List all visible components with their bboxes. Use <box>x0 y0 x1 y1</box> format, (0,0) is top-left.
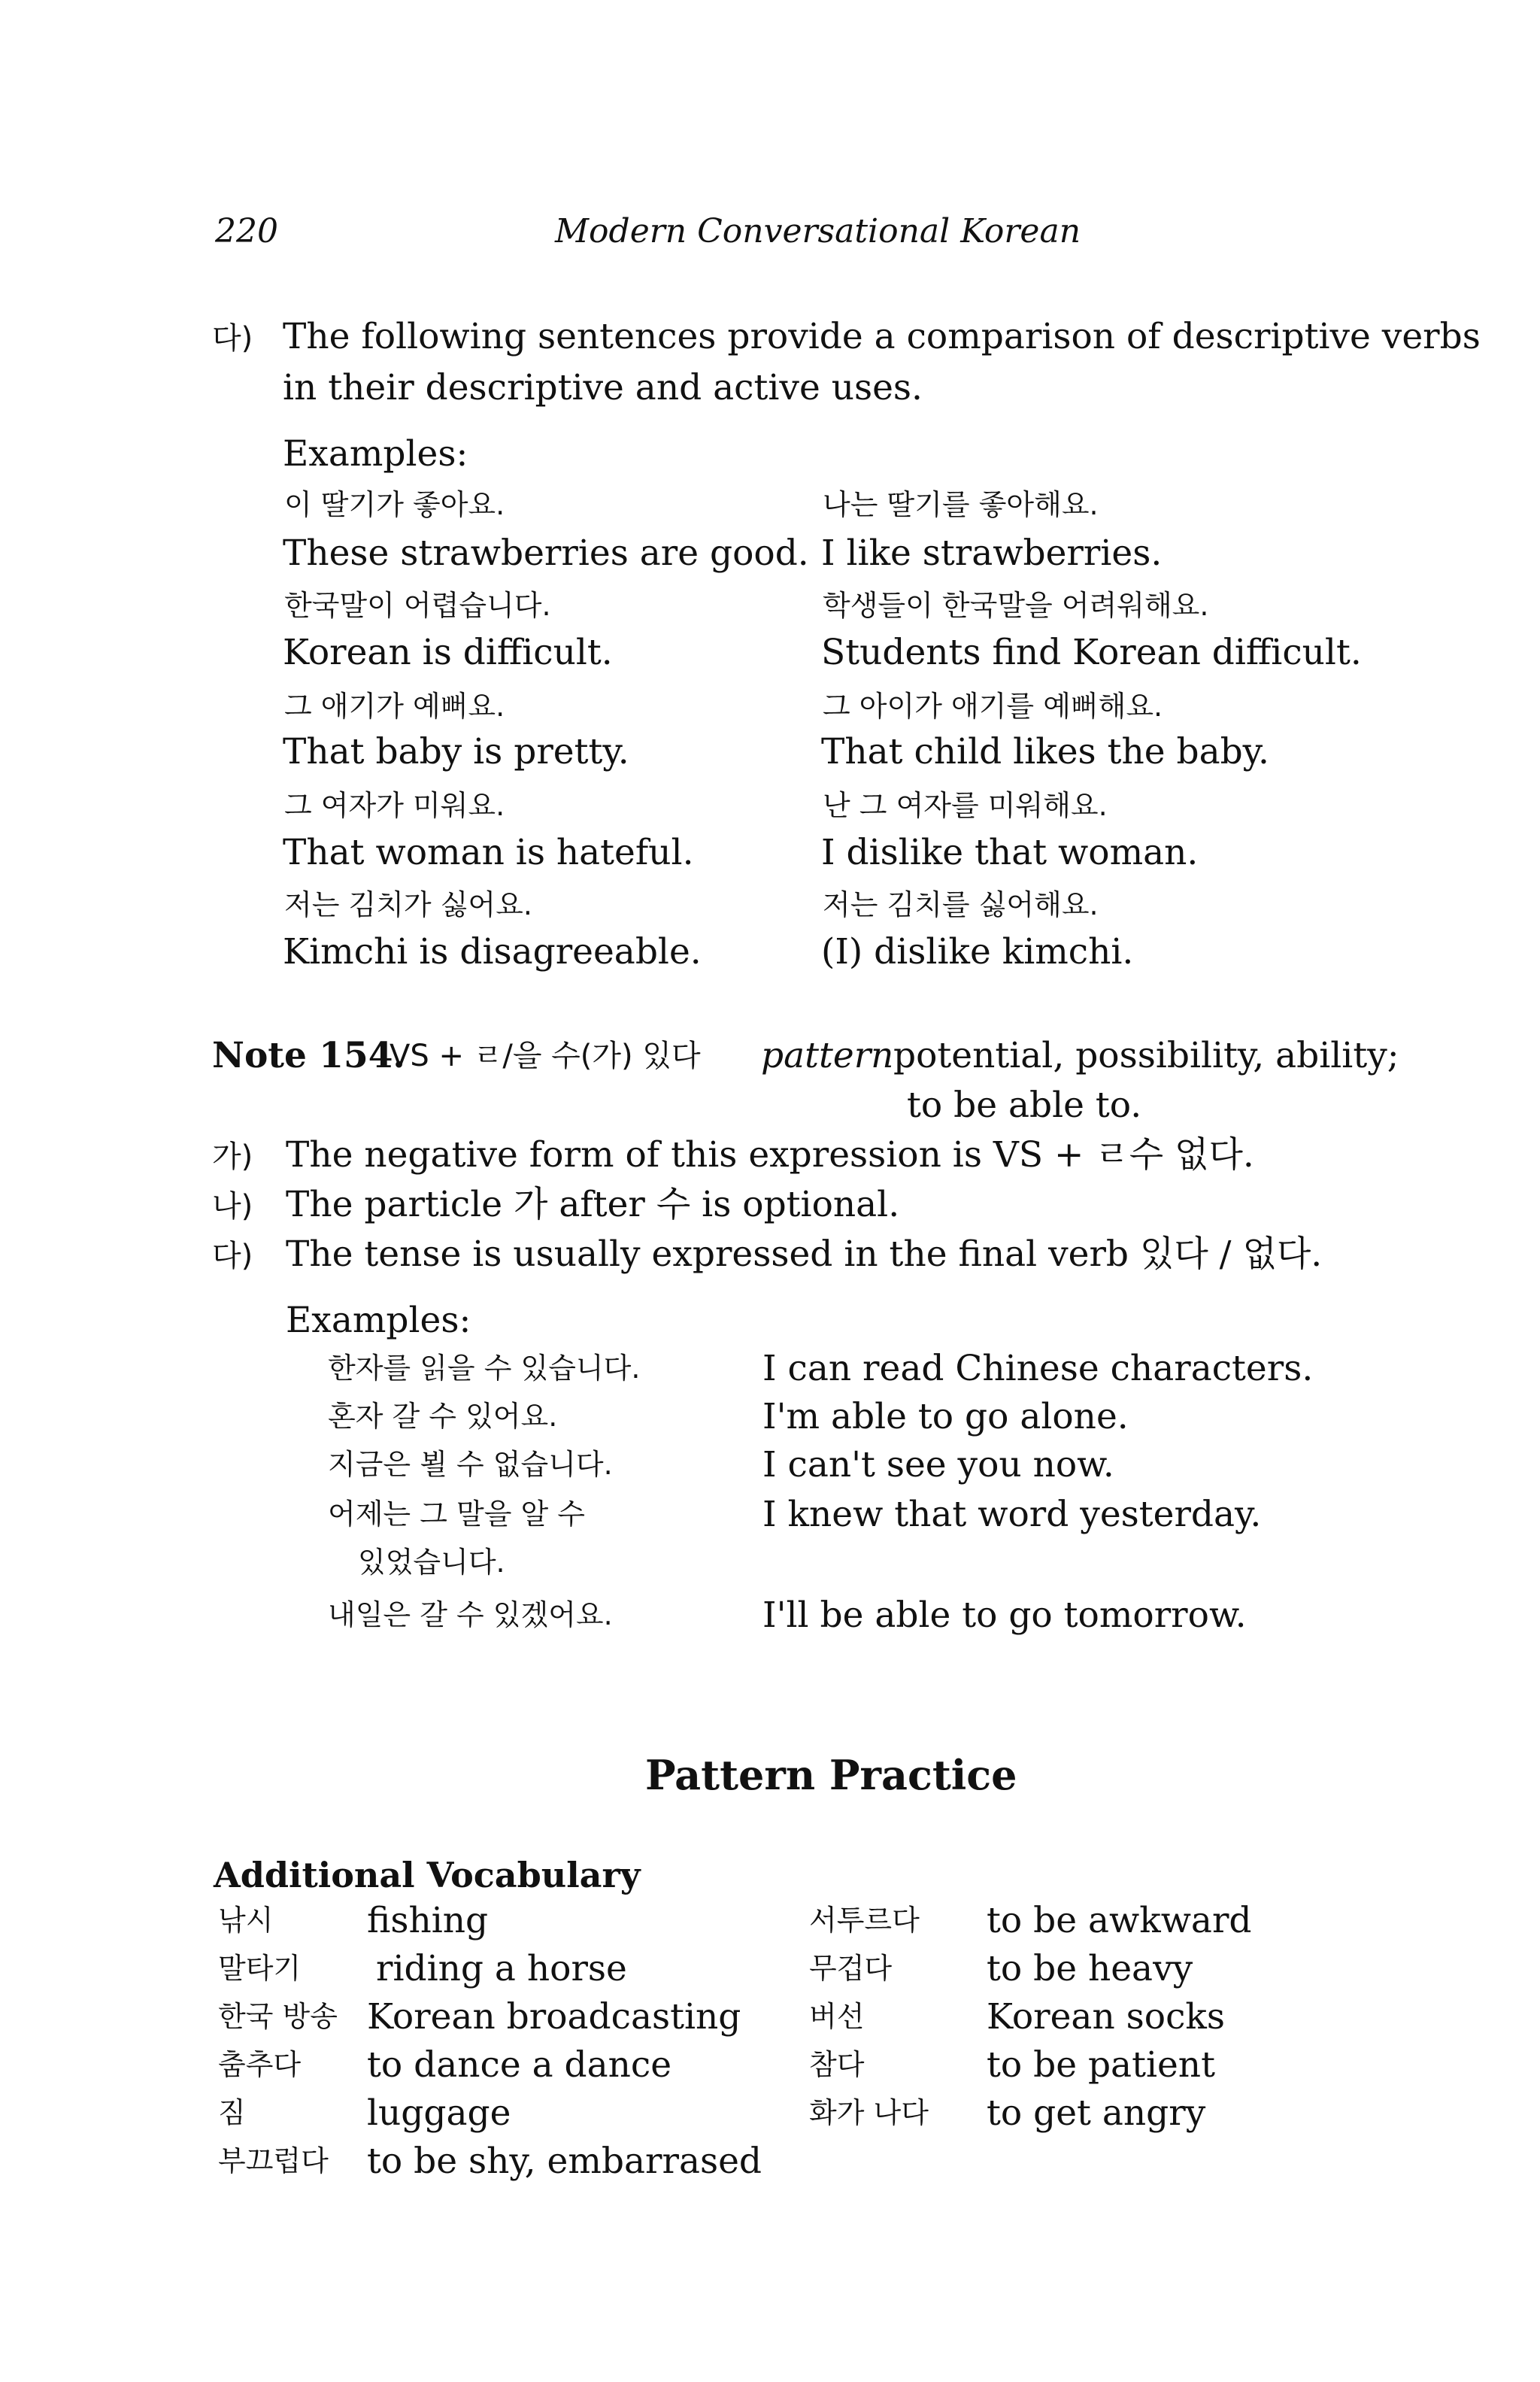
note-example-2-english: I'm able to go alone. <box>762 1396 1129 1437</box>
vocab-left-3-korean: 한국 방송 <box>218 2000 338 2033</box>
vocab-right-2-english: to be heavy <box>987 1948 1193 1989</box>
note-example-4-english: I knew that word yesterday. <box>762 1494 1262 1535</box>
vocab-right-1-english: to be awkward <box>987 1900 1252 1941</box>
vocab-left-4-korean: 춤추다 <box>218 2048 302 2081</box>
section-marker: 다) <box>212 321 253 356</box>
note-item-2-text: The particle 가 after 수 is optional. <box>286 1184 900 1225</box>
pair-2-right-english: Students find Korean difficult. <box>821 632 1362 673</box>
pair-5-left-english: Kimchi is disagreeable. <box>283 931 702 973</box>
vocab-left-6-english: to be shy, embarrased <box>367 2141 762 2182</box>
vocab-left-5-english: luggage <box>367 2092 511 2134</box>
pair-3-left-korean: 그 애기가 예뻐요. <box>284 690 505 723</box>
pair-4-right-english: I dislike that woman. <box>821 832 1199 873</box>
pair-2-right-korean: 학생들이 한국말을 어려워해요. <box>823 589 1209 622</box>
note-item-2-marker: 나) <box>212 1189 253 1224</box>
section-intro-line1: The following sentences provide a comparison of descriptive verbs <box>283 316 1481 357</box>
pair-4-left-korean: 그 여자가 미워요. <box>284 789 505 822</box>
note-examples-label: Examples: <box>286 1300 471 1341</box>
note-example-5-english: I'll be able to go tomorrow. <box>762 1595 1247 1636</box>
note-example-2-korean: 혼자 갈 수 있어요. <box>328 1400 558 1433</box>
vocab-right-2-korean: 무겁다 <box>809 1952 893 1985</box>
vocab-right-3-english: Korean socks <box>987 1996 1225 2038</box>
note-meaning-line2: to be able to. <box>907 1085 1142 1126</box>
pair-3-right-english: That child likes the baby. <box>821 731 1269 772</box>
note-item-1-marker: 가) <box>212 1139 253 1174</box>
vocab-right-5-english: to get angry <box>987 2092 1206 2134</box>
pair-4-left-english: That woman is hateful. <box>283 832 694 873</box>
pair-1-right-english: I like strawberries. <box>821 533 1163 574</box>
pair-5-right-english: (I) dislike kimchi. <box>821 931 1134 973</box>
vocab-right-5-korean: 화가 나다 <box>809 2096 929 2129</box>
running-header-title: Modern Conversational Korean <box>555 212 1081 250</box>
pair-2-left-korean: 한국말이 어렵습니다. <box>284 589 551 622</box>
note-meaning-line1: potential, possibility, ability; <box>893 1035 1399 1076</box>
pair-4-right-korean: 난 그 여자를 미워해요. <box>823 789 1108 822</box>
vocab-left-5-korean: 짐 <box>218 2096 246 2129</box>
vocab-left-1-english: fishing <box>367 1900 489 1941</box>
vocab-left-6-korean: 부끄럽다 <box>218 2144 329 2177</box>
examples-label: Examples: <box>283 433 468 475</box>
section-intro-line2: in their descriptive and active uses. <box>283 367 923 408</box>
pair-1-left-korean: 이 딸기가 좋아요. <box>284 488 505 521</box>
pair-1-left-english: These strawberries are good. <box>283 533 809 574</box>
note-example-3-korean: 지금은 뵐 수 없습니다. <box>328 1448 613 1481</box>
vocab-heading: Additional Vocabulary <box>214 1855 641 1895</box>
pair-3-right-korean: 그 아이가 애기를 예뻐해요. <box>823 690 1163 723</box>
note-item-3-text: The tense is usually expressed in the final verb 있다 / 없다. <box>286 1233 1323 1275</box>
pair-5-left-korean: 저는 김치가 싫어요. <box>284 888 532 921</box>
note-example-1-english: I can read Chinese characters. <box>762 1348 1314 1389</box>
note-pattern-word: pattern <box>761 1035 894 1076</box>
note-example-4-korean-cont: 있었습니다. <box>358 1546 505 1579</box>
note-formula: VS + ㄹ/을 수(가) 있다 <box>390 1039 701 1073</box>
vocab-left-2-korean: 말타기 <box>218 1952 302 1985</box>
note-example-4-korean: 어제는 그 말을 알 수 <box>328 1497 585 1531</box>
vocab-left-1-korean: 낚시 <box>218 1904 274 1937</box>
pair-3-left-english: That baby is pretty. <box>283 731 629 772</box>
pair-5-right-korean: 저는 김치를 싫어해요. <box>823 888 1099 921</box>
vocab-left-3-english: Korean broadcasting <box>367 1996 741 2038</box>
vocab-right-4-korean: 참다 <box>809 2048 865 2081</box>
note-example-5-korean: 내일은 갈 수 있겠어요. <box>328 1598 613 1631</box>
vocab-right-1-korean: 서투르다 <box>809 1904 920 1937</box>
page-number: 220 <box>215 212 278 250</box>
note-example-3-english: I can't see you now. <box>762 1444 1114 1485</box>
vocab-right-4-english: to be patient <box>987 2044 1215 2086</box>
vocab-left-2-english: riding a horse <box>376 1948 627 1989</box>
vocab-right-3-korean: 버선 <box>809 2000 865 2033</box>
pattern-practice-heading: Pattern Practice <box>645 1751 1017 1799</box>
note-example-1-korean: 한자를 읽을 수 있습니다. <box>328 1352 641 1385</box>
vocab-left-4-english: to dance a dance <box>367 2044 672 2086</box>
note-label: Note 154. <box>212 1035 405 1076</box>
note-item-1-text: The negative form of this expression is VS + ㄹ수 없다. <box>286 1134 1254 1176</box>
pair-2-left-english: Korean is difficult. <box>283 632 613 673</box>
pair-1-right-korean: 나는 딸기를 좋아해요. <box>823 488 1099 521</box>
note-item-3-marker: 다) <box>212 1239 253 1273</box>
